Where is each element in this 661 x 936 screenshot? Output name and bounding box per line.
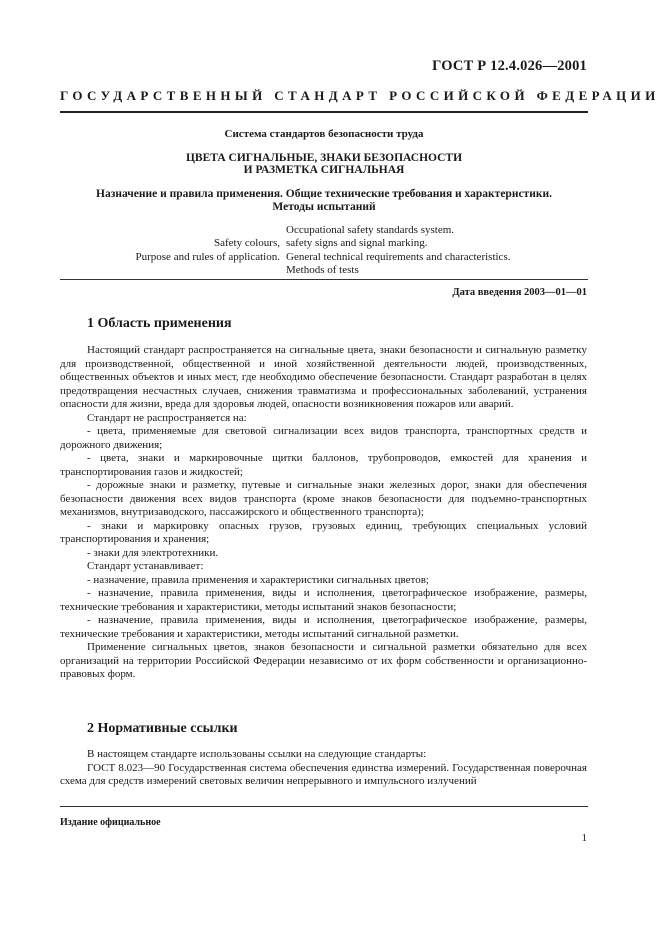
english-left-line (60, 264, 280, 277)
english-right-line: General technical requirements and characteristics. (286, 250, 511, 263)
state-standard-heading: ГОСУДАРСТВЕННЫЙ СТАНДАРТ РОССИЙСКОЙ ФЕДЕРАЦИИ (60, 88, 660, 103)
paragraph: - назначение, правила применения, виды и исполнения, цветографическое изображение, размеры, технические требования и характеристики, методы испытаний знаков безопасности; (60, 587, 587, 613)
section-1-heading: 1 Область применения (87, 316, 232, 331)
paragraph: - назначение, правила применения, виды и исполнения, цветографическое изображение, размеры, технические требования и характеристики, методы испытаний сигнальной разметки. (60, 614, 587, 640)
section-2-body (60, 748, 587, 789)
footer-divider (60, 806, 588, 807)
paragraph: ГОСТ 8.023—90 Государственная система обеспечения единства измерений. Государственная поверочная схема для средств измерений световых величин непрерывного и импульсного излучений (60, 761, 587, 787)
title-line-1: ЦВЕТА СИГНАЛЬНЫЕ, ЗНАКИ БЕЗОПАСНОСТИ (185, 152, 463, 164)
paragraph: Применение сигнальных цветов, знаков безопасности и сигнальной разметки обязательно для всех организаций на территории Российской Федерации независимо от их форм собственности и организационно-правовых форм. (60, 641, 587, 680)
title-line-2: И РАЗМЕТКА СИГНАЛЬНАЯ (243, 164, 405, 176)
paragraph: - дорожные знаки и разметку, путевые и сигнальные знаки железных дорог, знаки для обеспечения безопасности движения всех видов транспорта (кроме знаков безопасности для подъемно-транспортных механизмов, внутризаводского, пассажирского и общественного транспорта); (60, 479, 587, 518)
english-right-line: safety signs and signal marking. (286, 237, 428, 250)
english-title-right (286, 224, 586, 277)
english-title-left (60, 224, 280, 277)
official-edition-label: Издание официальное (60, 817, 161, 828)
paragraph: - цвета, применяемые для световой сигнализации всех видов транспорта, транспортных средств и дорожного движения; (60, 425, 587, 451)
english-left-line: Purpose and rules of application. (135, 250, 280, 263)
standards-system-name: Система стандартов безопасности труда (224, 128, 424, 140)
english-right-line: Occupational safety standards system. (286, 224, 455, 236)
paragraph: Стандарт устанавливает: (87, 560, 204, 572)
subtitle-line-1: Назначение и правила применения. Общие технические требования и характеристики. (96, 188, 552, 200)
paragraph: - знаки и маркировку опасных грузов, грузовых единиц, требующих специальных условий транспортирования и хранения; (60, 519, 587, 545)
title-divider (60, 279, 588, 280)
paragraph: - знаки для электротехники. (87, 546, 219, 559)
section-1-body (60, 344, 587, 682)
paragraph: - цвета, знаки и маркировочные щитки баллонов, трубопроводов, емкостей для хранения и транспортирования газов и жидкостей; (60, 452, 587, 478)
paragraph: Настоящий стандарт распространяется на сигнальные цвета, знаки безопасности и сигнальную разметку для производственной, общественной и иной хозяйственной деятельности людей, производственных, общественных объектов и иных мест, где необходимо обеспечение безопасности. Стандарт разработан в целях предотвращения несчастных случаев, снижения травматизма и профессиональных заболеваний, устранения опасности для жизни, вреда для здоровья людей, опасности возникновения пожаров или аварий. (60, 344, 587, 410)
document-subtitle (60, 188, 588, 214)
introduction-date: Дата введения 2003—01—01 (452, 287, 587, 298)
header-divider (60, 111, 588, 113)
page-number: 1 (581, 832, 587, 844)
section-2-heading: 2 Нормативные ссылки (87, 721, 238, 736)
subtitle-line-2: Методы испытаний (272, 201, 376, 213)
english-right-line: Methods of tests (286, 263, 359, 276)
paragraph: Стандарт не распространяется на: (87, 411, 247, 424)
paragraph: В настоящем стандарте использованы ссылки на следующие стандарты: (87, 748, 427, 760)
paragraph: - назначение, правила применения и характеристики сигнальных цветов; (87, 573, 429, 586)
document-title (60, 152, 588, 176)
document-code: ГОСТ Р 12.4.026—2001 (432, 58, 587, 74)
english-left-line (60, 224, 280, 237)
english-left-line: Safety colours, (214, 237, 280, 250)
